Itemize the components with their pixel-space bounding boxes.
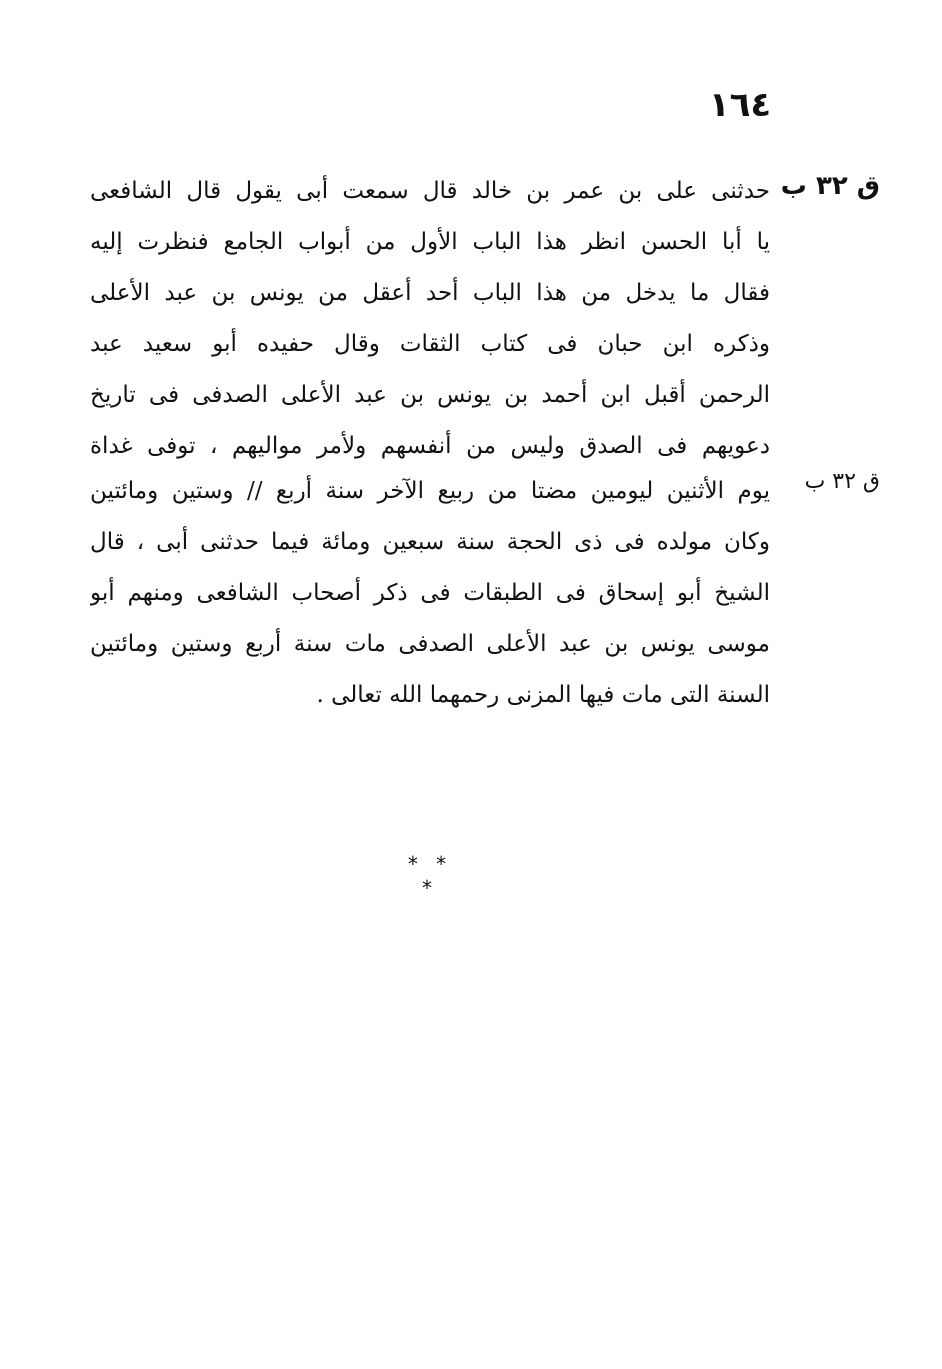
text-line: وذكره ابن حبان فى كتاب الثقات وقال حفيده أبو سعيد عبد — [90, 331, 770, 357]
section-end-ornament: * * * — [407, 852, 453, 900]
text-line: وكان مولده فى ذى الحجة سنة سبعين ومائة فيما حدثنى أبى ، قال — [90, 529, 770, 555]
text-line: يا أبا الحسن انظر هذا الباب الأول من أبواب الجامع فنظرت إليه — [90, 229, 770, 255]
text-line: دعويهم فى الصدق وليس من أنفسهم ولأمر مواليهم ، توفى غداة — [90, 433, 770, 459]
text-line: فقال ما يدخل من هذا الباب أحد أعقل من يونس بن عبد الأعلى — [90, 280, 770, 306]
text-block-2 — [90, 466, 770, 721]
text-line: الرحمن أقبل ابن أحمد بن يونس بن عبد الأعلى الصدفى فى تاريخ — [90, 382, 770, 408]
text-line-last: السنة التى مات فيها المزنى رحمهما الله تعالى . — [316, 682, 770, 708]
text-line: الشيخ أبو إسحاق فى الطبقات فى ذكر أصحاب الشافعى ومنهم أبو — [90, 580, 770, 606]
manuscript-folio-note: ق ٣٢ ب — [780, 171, 880, 201]
page-number: ١٦٤ — [708, 85, 772, 125]
manuscript-folio-note: ق ٣٢ ب — [804, 469, 880, 494]
text-block-1 — [90, 166, 770, 472]
text-line: حدثنى على بن عمر بن خالد قال سمعت أبى يقول قال الشافعى — [90, 178, 770, 204]
text-line: موسى يونس بن عبد الأعلى الصدفى مات سنة أربع وستين ومائتين — [90, 631, 770, 657]
text-line: يوم الأثنين ليومين مضتا من ربيع الآخر سنة أربع // وستين ومائتين — [90, 478, 770, 504]
